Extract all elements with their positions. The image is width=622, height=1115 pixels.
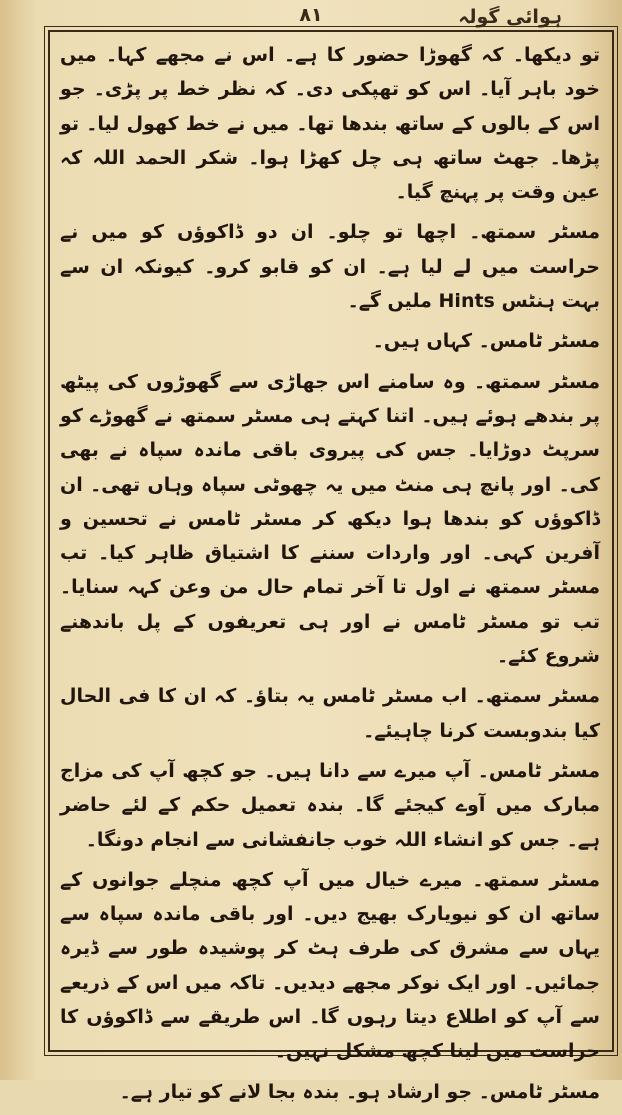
paragraph-3: مسٹر ٹامس۔ کہاں ہیں۔ xyxy=(372,330,600,353)
paragraph-5: مسٹر سمتھ۔ اب مسٹر ٹامس یہ بتاؤ۔ کہ ان کا فی الحال کیا بندوبست کرنا چاہیئے۔ xyxy=(60,685,600,742)
paragraph-6: مسٹر ٹامس۔ آپ میرے سے دانا ہیں۔ جو کچھ آپ کی مزاج مبارک میں آوے کیجئے گا۔ بندہ تعمیل حکم کے لئے حاضر ہے۔ جس کو انشاء اللہ خوب جانفشانی سے انجام دونگا۔ xyxy=(60,759,600,851)
page-number: ٨١ xyxy=(299,4,323,26)
running-head: ہوائی گولہ xyxy=(458,6,562,28)
paragraph-8: مسٹر ٹامس۔ جو ارشاد ہو۔ بندہ بجا لانے کو تیار ہے۔ xyxy=(119,1080,600,1103)
paragraph-7: مسٹر سمتھ۔ میرے خیال میں آپ کچھ منچلے جوانوں کے ساتھ ان کو نیویارک بھیج دیں۔ اور باقی ماندہ سپاہ سے یہاں سے مشرق کی طرف ہٹ کر پوشیدہ طور سے ڈیرہ جمائیں۔ اور ایک نوکر مجھے دیدیں۔ تاکہ میں اس کے ذریعے سے آپ کو اطلاع دیتا رہوں گا۔ اس طریقے سے ڈاکوؤں کا حراست میں لینا کچھ مشکل نہیں۔ xyxy=(60,868,600,1063)
paragraph-1: تو دیکھا۔ کہ گھوڑا حضور کا ہے۔ اس نے مجھے کہا۔ میں خود باہر آیا۔ اس کو تھپکی دی۔ کہ نظر خط پر پڑی۔ جو اس کے بالوں کے ساتھ بندھا تھا۔ میں نے خط کھول لیا۔ تو پڑھا۔ جھٹ ساتھ ہی چل کھڑا ہوا۔ شکر الحمد اللہ کہ عین وقت پر پہنچ گیا۔ xyxy=(60,44,600,204)
text-body xyxy=(60,38,600,1115)
paragraph-4: مسٹر سمتھ۔ وہ سامنے اس جھاڑی سے گھوڑوں کی پیٹھ پر بندھے ہوئے ہیں۔ اتنا کہتے ہی مسٹر سمتھ نے گھوڑے کو سرپٹ دوڑایا۔ جس کی پیروی باقی ماندہ سپاہ نے بھی کی۔ اور پانچ ہی منٹ میں یہ چھوٹی سپاہ وہاں تھی۔ ان ڈاکوؤں کو بندھا ہوا دیکھ کر مسٹر ٹامس نے تحسین و آفرین کہی۔ اور واردات سننے کا اشتیاق ظاہر کیا۔ تب مسٹر سمتھ نے اول تا آخر تمام حال من وعن کہہ سنایا۔ تب تو مسٹر ٹامس نے اور ہی تعریفوں کے پل باندھنے شروع کئے۔ xyxy=(60,370,600,668)
paragraph-2: مسٹر سمتھ۔ اچھا تو چلو۔ ان دو ڈاکوؤں کو میں نے حراست میں لے لیا ہے۔ ان کو قابو کرو۔ کیونکہ ان سے بہت ہنٹس Hints ملیں گے۔ xyxy=(60,221,600,313)
